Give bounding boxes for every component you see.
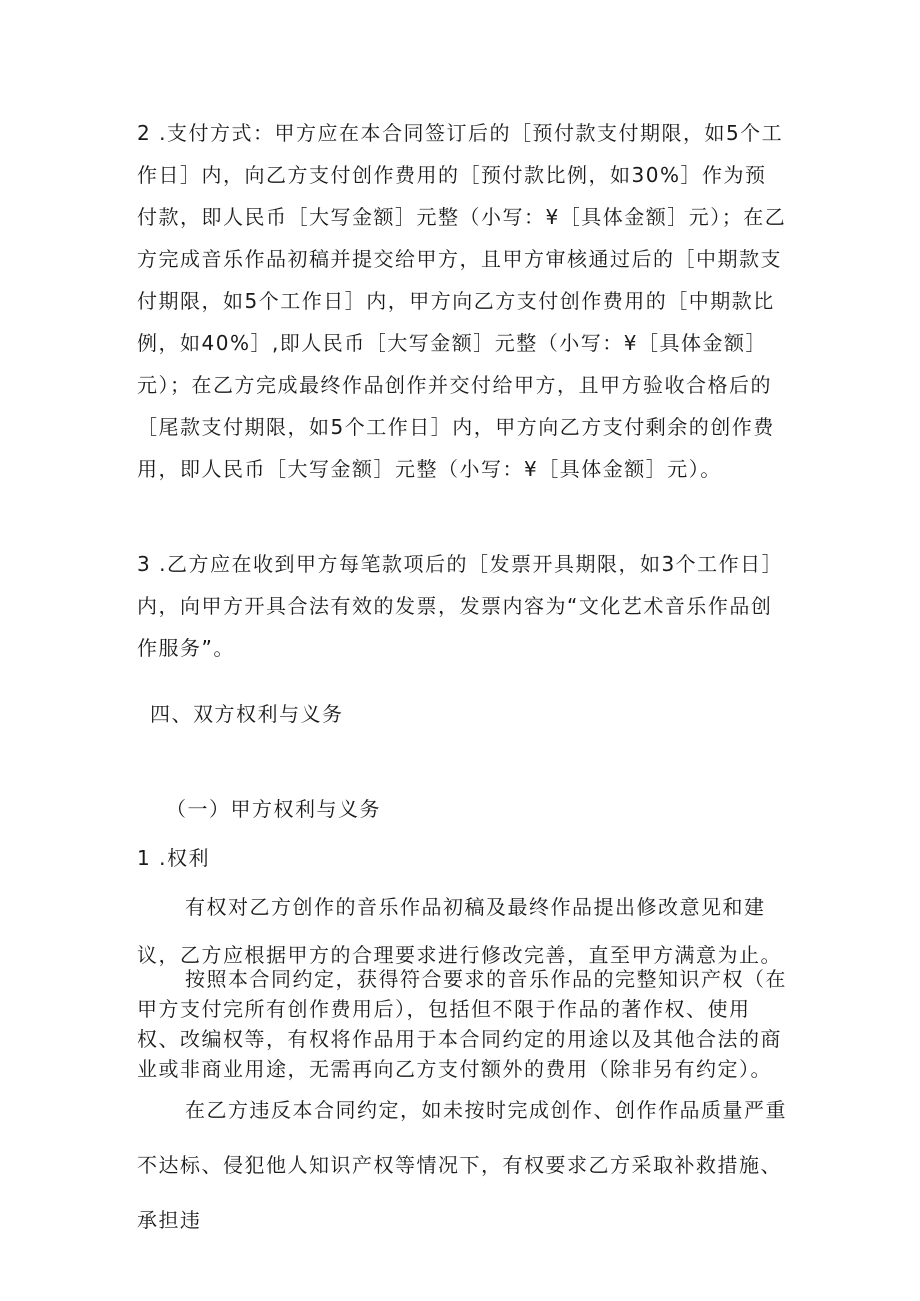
clause-invoice: 3 .乙方应在收到甲方每笔款项后的［发票开具期限，如3个工作日］内，向甲方开具合法有效的发票，发票内容为“文化艺术音乐作品创作服务”。 bbox=[137, 552, 784, 660]
subsection-title: （一）甲方权利与义务 bbox=[166, 797, 381, 821]
item-title-rights: 1 .权利 bbox=[137, 846, 210, 870]
right-paragraph-1: 有权对乙方创作的音乐作品初稿及最终作品提出修改意见和建议，乙方应根据甲方的合理要求进行修改完善，直至甲方满意为止。 bbox=[137, 895, 782, 967]
section-title: 四、双方权利与义务 bbox=[150, 702, 344, 726]
right-paragraph-3: 在乙方违反本合同约定，如未按时完成创作、创作作品质量严重不达标、侵犯他人知识产权等情况下，有权要求乙方采取补救措施、承担违 bbox=[137, 1098, 787, 1232]
clause-payment-method: 2 .支付方式：甲方应在本合同签订后的［预付款支付期限，如5个工作日］内，向乙方支付创作费用的［预付款比例，如30%］作为预付款，即人民币［大写金额］元整（小写：¥［具体金额］元）；在乙方完成音乐作品初稿并提交给甲方，且甲方审核通过后的［中期款支付期限，如5个工作日］内，甲方向乙方支付创作费用的［中期款比例，如40%］,即人民币［大写金额］元整（小写：¥［具体金额］元）；在乙方完成最终作品创作并交付给甲方，且甲方验收合格后的［尾款支付期限，如5个工作日］内，甲方向乙方支付剩余的创作费用，即人民币［大写金额］元整（小写：¥［具体金额］元）。 bbox=[137, 121, 787, 481]
right-paragraph-2: 按照本合同约定，获得符合要求的音乐作品的完整知识产权（在甲方支付完所有创作费用后），包括但不限于作品的著作权、使用权、改编权等，有权将作品用于本合同约定的用途以及其他合法的商业或非商业用途，无需再向乙方支付额外的费用（除非另有约定）。 bbox=[137, 967, 787, 1081]
